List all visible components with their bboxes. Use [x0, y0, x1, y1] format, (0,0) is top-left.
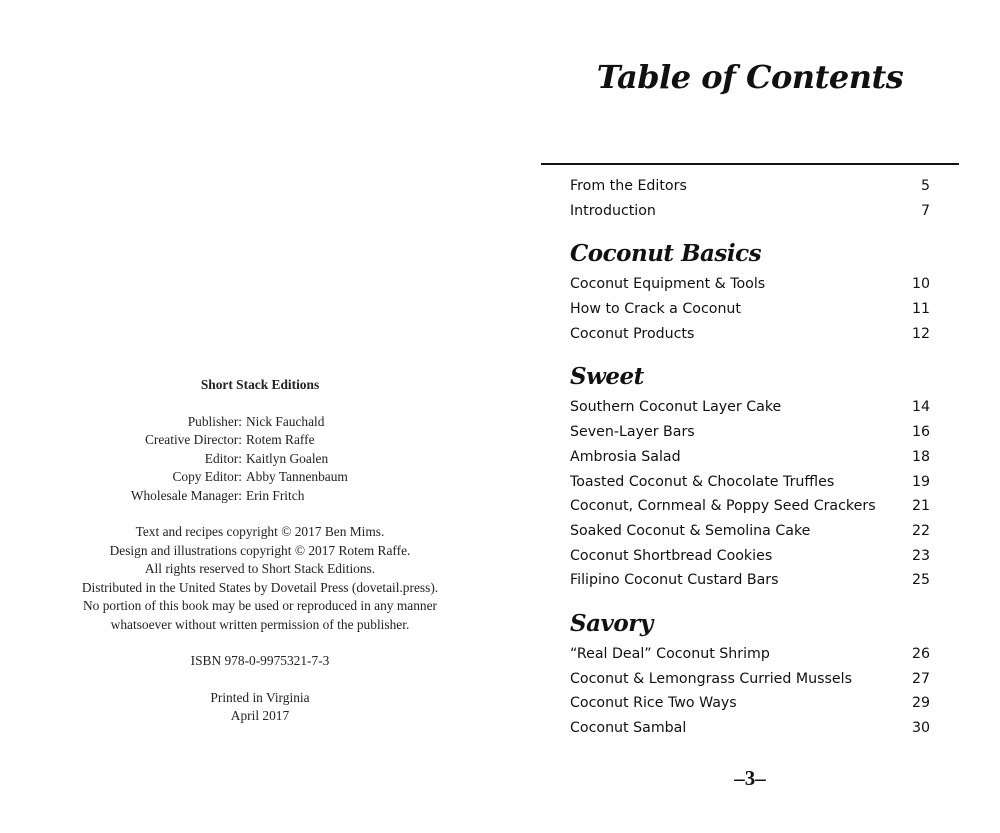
- legal-line: Distributed in the United States by Dovetail Press (dovetail.press).: [81, 579, 439, 595]
- credit-row: [60, 487, 460, 506]
- legal-line: whatsoever without written permission of the publisher.: [110, 616, 410, 632]
- credit-role: Creative Director:: [144, 432, 242, 447]
- legal-notice: [60, 523, 460, 634]
- toc-entry: [570, 322, 930, 347]
- legal-line: Text and recipes copyright © 2017 Ben Mims.: [135, 524, 385, 539]
- isbn: ISBN 978-0-9975321-7-3: [190, 653, 330, 668]
- credit-row: [60, 450, 460, 469]
- toc-entry: [570, 519, 930, 544]
- toc-page-number: 30: [911, 720, 930, 736]
- section-heading: Savory: [570, 609, 653, 637]
- toc-entry: [570, 420, 930, 445]
- toc-entry: [570, 642, 930, 667]
- section-heading: Coconut Basics: [570, 240, 762, 268]
- credit-row: [60, 413, 460, 432]
- toc-page-number: 10: [911, 276, 930, 293]
- copyright-page: [60, 360, 460, 726]
- credit-name: Nick Fauchald: [246, 413, 325, 429]
- toc-entry-title: Southern Coconut Layer Cake: [570, 399, 782, 416]
- toc-entry: [570, 568, 930, 593]
- toc-entry: [570, 470, 930, 495]
- credit-role: Wholesale Manager:: [130, 487, 242, 503]
- toc-entry-title: Coconut Products: [570, 325, 695, 342]
- credit-role: Copy Editor:: [172, 469, 242, 484]
- toc-title: Table of Contents: [596, 58, 904, 96]
- legal-line: No portion of this book may be used or reproduced in any manner: [82, 598, 438, 613]
- toc-entry: [570, 199, 930, 224]
- credit-name: Kaitlyn Goalen: [246, 450, 329, 466]
- credit-role: Publisher:: [187, 413, 242, 429]
- toc-page-number: 7: [920, 202, 930, 219]
- publisher-name: Short Stack Editions: [200, 377, 320, 392]
- table-of-contents: [570, 174, 930, 741]
- credits-list: [60, 413, 460, 506]
- credit-row: [60, 468, 460, 487]
- toc-entry-title: Coconut Shortbread Cookies: [570, 547, 773, 564]
- toc-page-number: 16: [911, 424, 930, 441]
- toc-entry-title: Soaked Coconut & Semolina Cake: [570, 522, 811, 539]
- toc-entry: [570, 445, 930, 470]
- toc-page-number: 21: [911, 498, 930, 515]
- toc-page-number: 22: [911, 522, 930, 539]
- printed-location: Printed in Virginia: [210, 689, 310, 705]
- toc-entry: [570, 272, 930, 297]
- toc-entry: [570, 544, 930, 569]
- title-divider: [541, 163, 959, 165]
- toc-page-number: 26: [911, 645, 930, 662]
- page-number: –3–: [734, 766, 766, 790]
- toc-entry-title: Coconut Sambal: [570, 720, 687, 736]
- toc-entry-title: From the Editors: [570, 178, 687, 194]
- toc-entry-title: Coconut, Cornmeal & Poppy Seed Crackers: [570, 498, 876, 515]
- toc-entry-title: Introduction: [570, 202, 656, 219]
- toc-entry-title: Seven-Layer Bars: [570, 424, 695, 441]
- toc-entry: [570, 691, 930, 716]
- credit-name: Erin Fritch: [246, 487, 305, 503]
- toc-entry-title: Filipino Coconut Custard Bars: [570, 572, 779, 589]
- toc-entry-title: How to Crack a Coconut: [570, 301, 741, 318]
- toc-entry: [570, 667, 930, 692]
- toc-entry-title: Ambrosia Salad: [570, 448, 681, 465]
- toc-entry-title: Toasted Coconut & Chocolate Truffles: [570, 473, 835, 490]
- toc-page-number: 25: [911, 572, 930, 589]
- toc-entry: [570, 297, 930, 322]
- toc-entry: [570, 395, 930, 420]
- credit-name: Rotem Raffe: [246, 432, 315, 447]
- credit-role: Editor:: [204, 450, 242, 466]
- toc-entry: [570, 494, 930, 519]
- toc-page-number: 14: [911, 399, 930, 416]
- toc-page-number: 12: [911, 325, 930, 342]
- toc-page-number: 23: [911, 547, 930, 564]
- credit-name: Abby Tannenbaum: [246, 469, 348, 484]
- section-heading: Sweet: [570, 363, 644, 391]
- toc-entry-title: Coconut & Lemongrass Curried Mussels: [570, 670, 852, 687]
- legal-line: Design and illustrations copyright © 2017 Rotem Raffe.: [109, 542, 411, 558]
- toc-page-number: 5: [920, 178, 930, 194]
- toc-page-number: 18: [911, 448, 930, 465]
- legal-line: All rights reserved to Short Stack Editions.: [144, 561, 376, 576]
- toc-entry: [570, 174, 930, 199]
- printed-date: April 2017: [230, 708, 290, 723]
- toc-entry-title: Coconut Rice Two Ways: [570, 695, 737, 712]
- toc-page-number: 19: [911, 473, 930, 490]
- toc-entry: [570, 716, 930, 741]
- printed-info: [60, 689, 460, 726]
- toc-page-number: 27: [911, 670, 930, 687]
- toc-page-number: 29: [911, 695, 930, 712]
- toc-entry-title: “Real Deal” Coconut Shrimp: [570, 645, 770, 662]
- toc-entry-title: Coconut Equipment & Tools: [570, 276, 766, 293]
- credit-row: [60, 431, 460, 450]
- toc-page-number: 11: [911, 301, 930, 318]
